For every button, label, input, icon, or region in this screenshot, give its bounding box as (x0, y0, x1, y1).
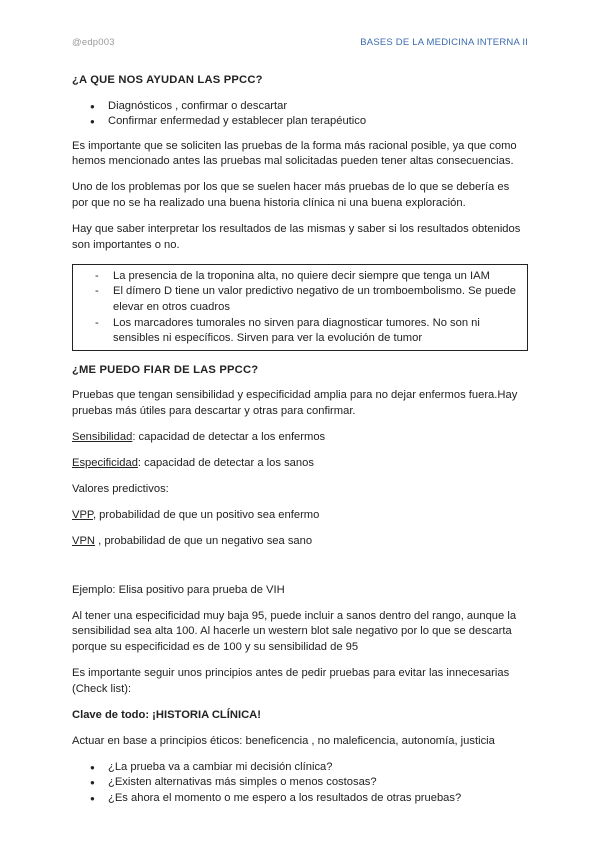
paragraph: Uno de los problemas por los que se suelen hacer más pruebas de lo que se debería es por que no se ha realizado una buena historia clínica ni una buena exploración. (72, 181, 510, 210)
definition-vpn (72, 534, 528, 550)
paragraph: Valores predictivos: (72, 483, 169, 496)
section-title-fiar: ¿ME PUEDO FIAR DE LAS PPCC? (72, 363, 259, 376)
term: VPP (72, 509, 93, 522)
definition-text: , probabilidad de que un positivo sea enfermo (92, 509, 320, 522)
ppcc-uses-list (72, 99, 528, 130)
note-box (72, 264, 528, 351)
paragraph: Al tener una especificidad muy baja 95, puede incluir a sanos dentro del rango, aunque la sensibilidad sea alta 100. Al hacerle un western blot sale negativo por lo que se descarta porque su especificidad es de 100 y su sensibilidad de 95 (72, 609, 517, 653)
paragraph: Actuar en base a principios éticos: beneficencia , no maleficencia, autonomía, justicia (72, 734, 495, 747)
term: Sensibilidad (72, 431, 133, 444)
paragraph: Es importante seguir unos principios antes de pedir pruebas para evitar las innecesarias (Check list): (72, 666, 510, 695)
term: VPN (72, 535, 96, 548)
paragraph: Hay que saber interpretar los resultados de las mismas y saber si los resultados obtenidos son importantes o no. (72, 223, 521, 251)
definition-sensibilidad (72, 430, 528, 446)
list-item: ● ¿Existen alternativas más simples o menos costosas? (108, 775, 528, 791)
paragraph: Es importante que se soliciten las pruebas de la forma más racional posible, ya que como hemos mencionado antes las pruebas mal solicitadas pueden tener altas consecuencias. (72, 139, 517, 168)
term: Especificidad (72, 457, 138, 470)
list-item: ● ¿La prueba va a cambiar mi decisión clínica? (108, 760, 528, 776)
header-author: @edp003 (72, 37, 115, 48)
document-body (72, 73, 528, 816)
key-statement: Clave de todo: ¡HISTORIA CLÍNICA! (72, 708, 261, 721)
blank-line (72, 561, 528, 583)
list-item: - La presencia de la troponina alta, no quiere decir siempre que tenga un IAM (113, 269, 519, 285)
definition-text: : capacidad de detectar a los enfermos (132, 431, 326, 444)
definition-vpp (72, 508, 528, 524)
definition-especificidad (72, 456, 528, 472)
list-item: - El dímero D tiene un valor predictivo negativo de un tromboembolismo. Se puede elevar en otros cuadros (113, 284, 519, 315)
header-course-title: BASES DE LA MEDICINA INTERNA II (360, 37, 528, 48)
note-list (95, 269, 519, 347)
list-item: ● ¿Es ahora el momento o me espero a los resultados de otras pruebas? (108, 791, 528, 807)
paragraph: Ejemplo: Elisa positivo para prueba de VIH (72, 583, 285, 596)
section-title-ppcc: ¿A QUE NOS AYUDAN LAS PPCC? (72, 74, 263, 86)
definition-text: , probabilidad de que un negativo sea sano (95, 535, 313, 548)
checklist (72, 760, 528, 807)
list-item: - Los marcadores tumorales no sirven para diagnosticar tumores. No son ni sensibles ni específicos. Sirven para ver la evolución de tumor (113, 316, 519, 347)
definition-text: : capacidad de detectar a los sanos (137, 457, 314, 470)
paragraph: Pruebas que tengan sensibilidad y especificidad amplia para no dejar enfermos fuera.Hay pruebas más útiles para descartar y otras para confirmar. (72, 389, 518, 417)
list-item: ● Confirmar enfermedad y establecer plan terapéutico (108, 114, 528, 130)
list-item: ● Diagnósticos , confirmar o descartar (108, 99, 528, 115)
